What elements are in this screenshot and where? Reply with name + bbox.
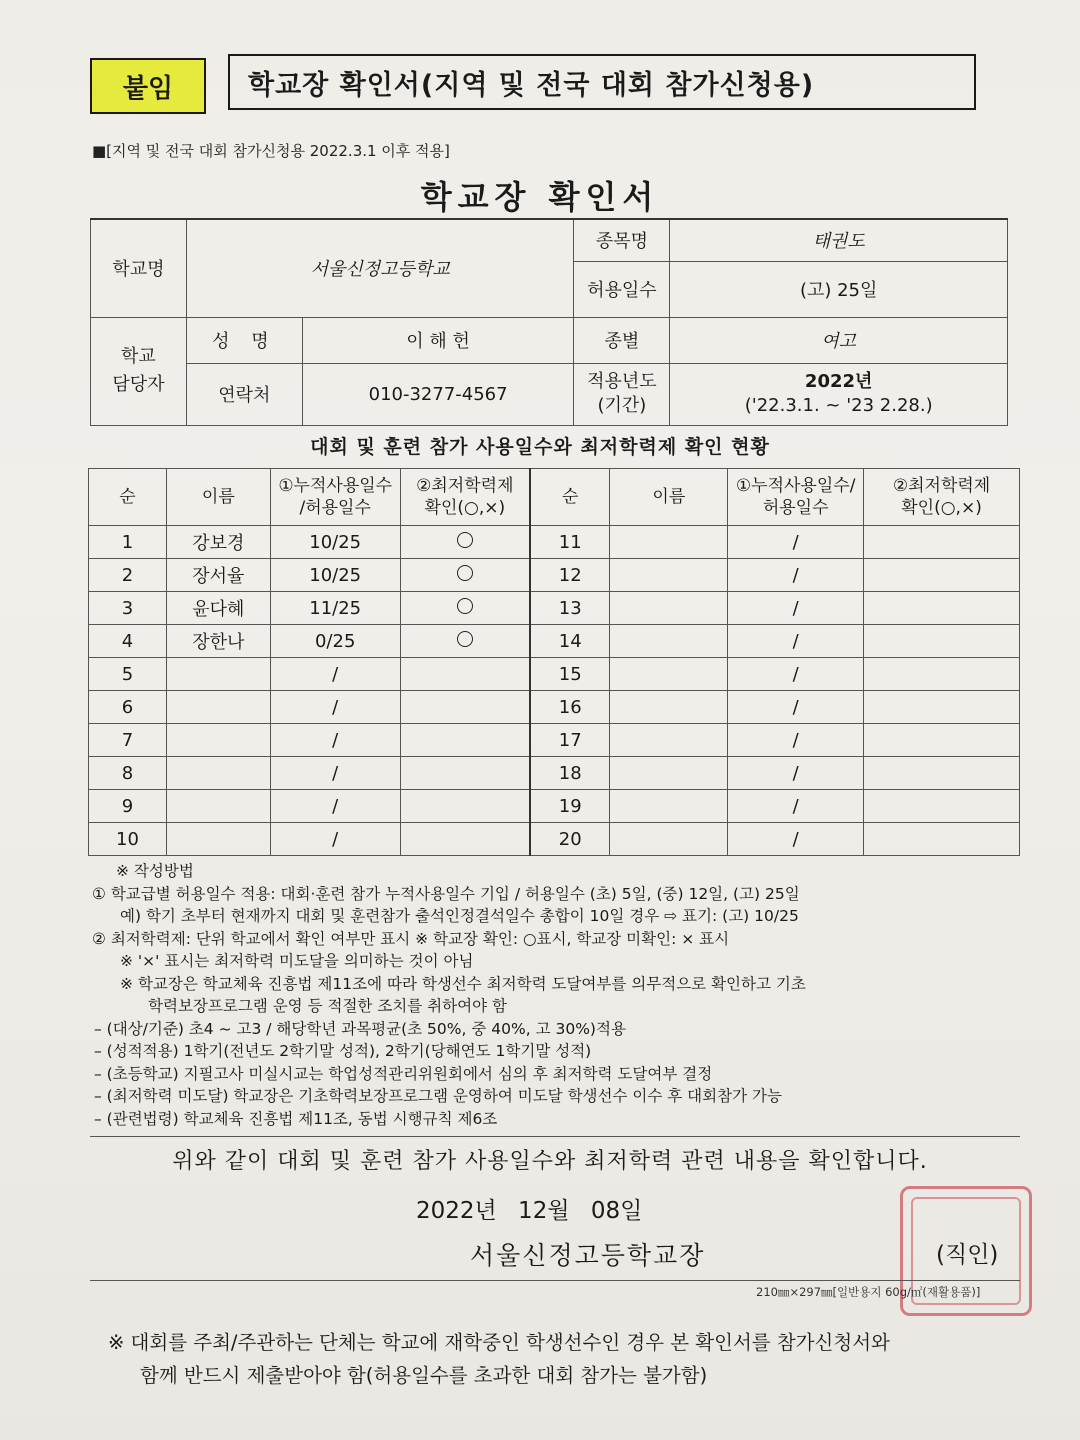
confirmation-statement: 위와 같이 대회 및 훈련 참가 사용일수와 최저학력 관련 내용을 확인합니다.: [172, 1149, 928, 1174]
usage-table-row: [89, 559, 1020, 592]
circle-check-mark-icon: [457, 565, 473, 581]
row-usage-cell: /: [270, 757, 400, 790]
row-no-cell: 18: [530, 757, 610, 790]
row-minimum-check-cell: [864, 823, 1020, 856]
circle-check-mark-icon: [457, 598, 473, 614]
seal-label: (직인): [936, 1242, 999, 1268]
usage-table-row: [89, 724, 1020, 757]
header-name-right: 이름: [610, 469, 728, 526]
usage-table-row: [89, 526, 1020, 559]
school-name-label: 학교명: [91, 219, 187, 317]
row-no-cell: 20: [530, 823, 610, 856]
category-label: 종별: [574, 317, 670, 363]
row-name-cell: [166, 757, 270, 790]
allowed-days-label: 허용일수: [574, 261, 670, 317]
row-usage-cell: /: [270, 691, 400, 724]
row-minimum-check-cell: [400, 757, 530, 790]
row-minimum-check-cell: [400, 559, 530, 592]
row-no-cell: 4: [89, 625, 167, 658]
method-line: – (대상/기준) 초4 ~ 고3 / 해당학년 과목평균(초 50%, 중 40%, 고 30%)적용: [94, 1019, 626, 1038]
method-line: ① 학교급별 허용일수 적용: 대회·훈련 참가 누적사용일수 기입 / 허용일수 (초) 5일, (중) 12일, (고) 25일: [92, 884, 800, 903]
event-label: 종목명: [574, 219, 670, 261]
row-name-cell: [610, 724, 728, 757]
method-line: 학력보장프로그램 운영 등 적절한 조치를 취하여야 함: [148, 997, 507, 1015]
row-name-cell: [610, 691, 728, 724]
usage-table-row: [89, 823, 1020, 856]
usage-table-row: [89, 625, 1020, 658]
row-name-cell: 장서율: [166, 559, 270, 592]
row-usage-cell: /: [728, 823, 864, 856]
row-name-cell: [166, 658, 270, 691]
header-no-left: 순: [89, 469, 167, 526]
row-no-cell: 1: [89, 526, 167, 559]
header-usage-left: ①누적사용일수 /허용일수: [270, 469, 400, 526]
issue-date: 2022년 12월 08일: [416, 1198, 643, 1224]
method-line: ※ '×' 표시는 최저학력 미도달을 의미하는 것이 아님: [120, 952, 474, 970]
application-notice: ■[지역 및 전국 대회 참가신청용 2022.3.1 이후 적용]: [92, 142, 450, 160]
school-contact-label: 학교 담당자: [91, 317, 187, 425]
row-usage-cell: 0/25: [270, 625, 400, 658]
row-usage-cell: /: [728, 526, 864, 559]
row-name-cell: [610, 823, 728, 856]
row-usage-cell: /: [728, 790, 864, 823]
row-usage-cell: /: [270, 658, 400, 691]
row-no-cell: 15: [530, 658, 610, 691]
footnote: [108, 1326, 1028, 1392]
row-name-cell: [166, 823, 270, 856]
row-usage-cell: /: [728, 559, 864, 592]
applicable-year-value: 2022년: [804, 371, 873, 392]
row-no-cell: 17: [530, 724, 610, 757]
allowed-days-value: (고) 25일: [670, 261, 1008, 317]
row-no-cell: 6: [89, 691, 167, 724]
method-line: ※ 학교장은 학교체육 진흥법 제11조에 따라 학생선수 최저학력 도달여부를 의무적으로 확인하고 기초: [120, 974, 806, 993]
row-no-cell: 8: [89, 757, 167, 790]
principal-name: 서울신정고등학교장: [470, 1241, 706, 1270]
applicable-period-value: ('22.3.1. ~ '23 2.28.): [744, 395, 933, 416]
usage-table-row: [89, 757, 1020, 790]
applicable-year-label: 적용년도 (기간): [574, 363, 670, 425]
header-minimum-left: ②최저학력제 확인(○,×): [400, 469, 530, 526]
row-minimum-check-cell: [400, 691, 530, 724]
row-usage-cell: /: [728, 658, 864, 691]
row-name-cell: [166, 691, 270, 724]
row-no-cell: 14: [530, 625, 610, 658]
method-line: 예) 학기 초부터 현재까지 대회 및 훈련참가 출석인정결석일수 총합이 10일 경우 ⇨ 표기: (고) 10/25: [120, 907, 799, 925]
attachment-badge: 붙임: [90, 58, 206, 114]
applicable-year-cell: [670, 363, 1008, 425]
row-minimum-check-cell: [864, 790, 1020, 823]
usage-table-body: [89, 526, 1020, 856]
row-usage-cell: /: [728, 625, 864, 658]
row-minimum-check-cell: [864, 691, 1020, 724]
row-no-cell: 13: [530, 592, 610, 625]
usage-table: [88, 468, 1020, 856]
row-usage-cell: /: [728, 724, 864, 757]
row-name-cell: [166, 724, 270, 757]
row-name-cell: [610, 526, 728, 559]
method-line: – (성적적용) 1학기(전년도 2학기말 성적), 2학기(당해연도 1학기말 성적): [94, 1042, 592, 1060]
paper-specification: 210㎜×297㎜[일반용지 60g/㎡(재활용품)]: [756, 1285, 981, 1299]
divider: [90, 1136, 1020, 1137]
row-name-cell: 윤다혜: [166, 592, 270, 625]
row-usage-cell: /: [270, 724, 400, 757]
row-usage-cell: /: [270, 823, 400, 856]
row-no-cell: 9: [89, 790, 167, 823]
row-no-cell: 10: [89, 823, 167, 856]
row-usage-cell: 11/25: [270, 592, 400, 625]
method-line: – (관련법령) 학교체육 진흥법 제11조, 동법 시행규칙 제6조: [94, 1109, 498, 1128]
writing-method: [92, 860, 1032, 1130]
row-minimum-check-cell: [400, 526, 530, 559]
row-usage-cell: /: [728, 691, 864, 724]
usage-table-row: [89, 592, 1020, 625]
method-line: – (최저학력 미도달) 학교장은 기초학력보장프로그램 운영하여 미도달 학생선수 이수 후 대회참가 가능: [94, 1087, 782, 1105]
row-minimum-check-cell: [400, 790, 530, 823]
header-title: 학교장 확인서(지역 및 전국 대회 참가신청용): [228, 54, 976, 110]
row-minimum-check-cell: [400, 823, 530, 856]
row-name-cell: 장한나: [166, 625, 270, 658]
contact-name-value: 이 해 헌: [302, 317, 574, 363]
contact-phone-value: 010-3277-4567: [302, 363, 574, 425]
school-name-value: 서울신정고등학교: [186, 219, 574, 317]
usage-table-row: [89, 790, 1020, 823]
row-minimum-check-cell: [864, 757, 1020, 790]
row-name-cell: [610, 757, 728, 790]
row-minimum-check-cell: [864, 592, 1020, 625]
divider: [90, 1280, 1020, 1281]
row-no-cell: 2: [89, 559, 167, 592]
row-no-cell: 5: [89, 658, 167, 691]
method-title: ※ 작성방법: [116, 862, 194, 880]
usage-section-title: 대회 및 훈련 참가 사용일수와 최저학력제 확인 현황: [310, 436, 770, 458]
row-no-cell: 16: [530, 691, 610, 724]
event-value: 태권도: [670, 219, 1008, 261]
usage-table-row: [89, 691, 1020, 724]
row-minimum-check-cell: [400, 625, 530, 658]
header-no-right: 순: [530, 469, 610, 526]
document-title: 학교장 확인서: [420, 178, 660, 216]
row-no-cell: 12: [530, 559, 610, 592]
row-minimum-check-cell: [864, 724, 1020, 757]
row-name-cell: [166, 790, 270, 823]
row-usage-cell: /: [728, 592, 864, 625]
row-name-cell: [610, 592, 728, 625]
method-line: ② 최저학력제: 단위 학교에서 확인 여부만 표시 ※ 학교장 확인: ○표시, 학교장 미확인: × 표시: [92, 929, 730, 948]
row-name-cell: 강보경: [166, 526, 270, 559]
row-minimum-check-cell: [864, 625, 1020, 658]
row-usage-cell: 10/25: [270, 559, 400, 592]
row-no-cell: 3: [89, 592, 167, 625]
header-name-left: 이름: [166, 469, 270, 526]
row-minimum-check-cell: [400, 658, 530, 691]
row-minimum-check-cell: [864, 658, 1020, 691]
row-minimum-check-cell: [864, 526, 1020, 559]
row-usage-cell: /: [728, 757, 864, 790]
usage-table-row: [89, 658, 1020, 691]
row-usage-cell: 10/25: [270, 526, 400, 559]
row-name-cell: [610, 559, 728, 592]
footnote-line: 함께 반드시 제출받아야 함(허용일수를 초과한 대회 참가는 불가함): [140, 1364, 708, 1387]
row-minimum-check-cell: [400, 724, 530, 757]
header-minimum-right: ②최저학력제 확인(○,×): [864, 469, 1020, 526]
row-name-cell: [610, 790, 728, 823]
footnote-line: ※ 대회를 주최/주관하는 단체는 학교에 재학중인 학생선수인 경우 본 확인서를 참가신청서와: [108, 1331, 890, 1354]
row-usage-cell: /: [270, 790, 400, 823]
method-line: – (초등학교) 지필고사 미실시교는 학업성적관리위원회에서 심의 후 최저학력 도달여부 결정: [94, 1064, 713, 1083]
school-info-table: [90, 218, 1008, 426]
circle-check-mark-icon: [457, 532, 473, 548]
row-minimum-check-cell: [864, 559, 1020, 592]
contact-name-label: 성 명: [186, 317, 302, 363]
row-name-cell: [610, 658, 728, 691]
row-no-cell: 19: [530, 790, 610, 823]
row-minimum-check-cell: [400, 592, 530, 625]
row-no-cell: 11: [530, 526, 610, 559]
contact-phone-label: 연락처: [186, 363, 302, 425]
row-no-cell: 7: [89, 724, 167, 757]
row-name-cell: [610, 625, 728, 658]
usage-table-header: [89, 469, 1020, 526]
header-usage-right: ①누적사용일수/ 허용일수: [728, 469, 864, 526]
category-value: 여고: [670, 317, 1008, 363]
circle-check-mark-icon: [457, 631, 473, 647]
